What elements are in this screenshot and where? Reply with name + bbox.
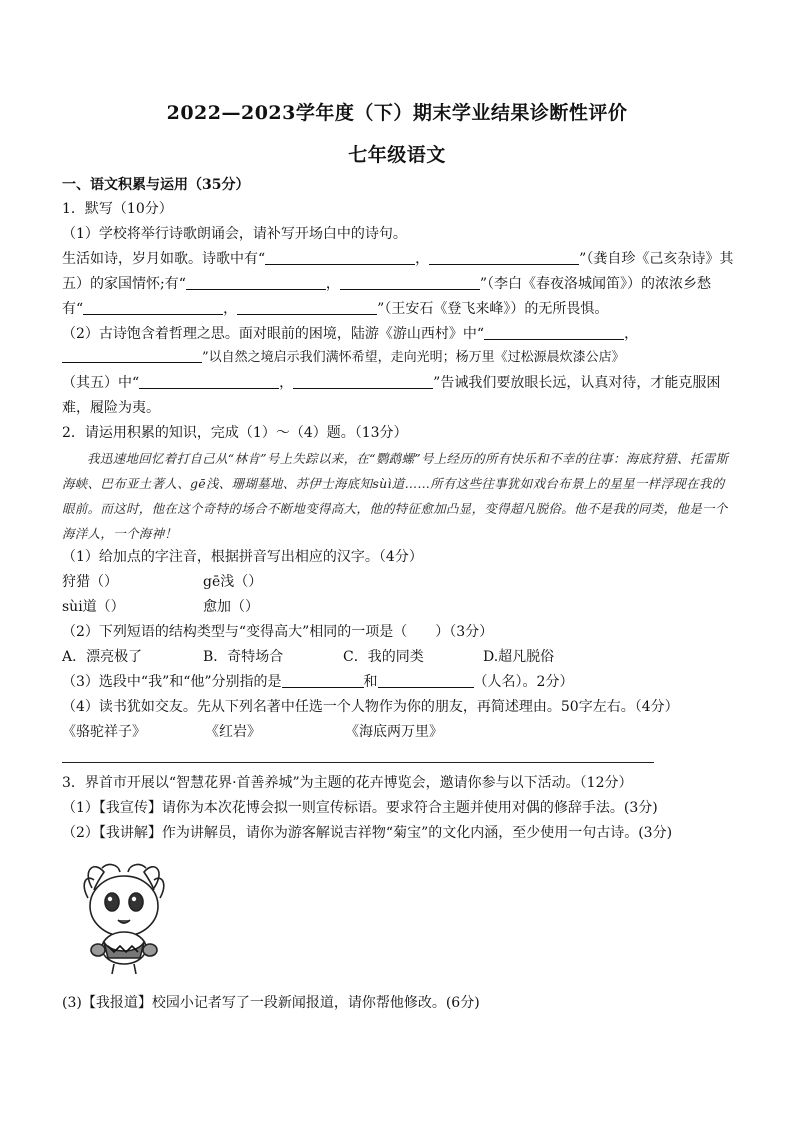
word-item: sùi道（） — [62, 599, 125, 615]
text: 和 — [363, 674, 378, 690]
section-heading: 一、语文积累与运用（35分） — [62, 177, 250, 193]
q2-heading: 2．请运用积累的知识，完成（1）～（4）题。（13分） — [62, 425, 408, 441]
answer-blank[interactable] — [83, 300, 223, 315]
text: （3）选段中“我”和“他”分别指的是 — [62, 674, 282, 690]
answer-blank[interactable] — [293, 374, 433, 389]
text: ， — [624, 326, 639, 342]
text: ， — [279, 375, 294, 391]
word-item: 愈加（） — [203, 599, 259, 615]
q1-line6 — [62, 372, 742, 394]
option-b[interactable]: B．奇特场合 — [203, 649, 284, 665]
answer-blank[interactable] — [378, 673, 474, 688]
q1-line3 — [62, 298, 742, 320]
answer-blank[interactable] — [282, 673, 364, 688]
q1-line1 — [62, 248, 742, 270]
answer-blank[interactable] — [186, 275, 326, 290]
answer-blank[interactable] — [340, 275, 480, 290]
text: 有“ — [62, 301, 84, 317]
exam-title: 2022—2023学年度（下）期末学业结果诊断性评价 — [166, 102, 628, 124]
text: ”（李白《春夜洛城闻笛》）的浓浓乡愁 — [479, 276, 712, 292]
word-item: gē浅（） — [203, 574, 263, 590]
text: 生活如诗，岁月如歌。诗歌中有“ — [62, 251, 266, 267]
book-option: 《红岩》 — [205, 724, 261, 740]
option-d[interactable]: D.超凡脱俗 — [483, 649, 555, 665]
text: ”告诫我们要放眼长远，认真对待，才能克服困 — [433, 375, 721, 391]
q1-line5 — [62, 347, 742, 369]
reading-passage: 我迅速地回忆着打自己从“林肯”号上失踪以来，在“鹦鹉螺”号上经历的所有快乐和不幸的往事：海底狩猎、托雷斯海峡、巴布亚土著人、gē浅、珊瑚墓地、苏伊士海底知sùì道……所有这些往事犹如戏台布景上的星星一样浮现在我的眼前。而这时，他在这个奇特的场合不断地变得高大，他的特征愈加凸显，变得超凡脱俗。他不是我的同类，他是一个海洋人，一个海神！ — [62, 451, 729, 541]
q1-part1: （1）学校将举行诗歌朗诵会，请补写开场白中的诗句。 — [62, 226, 407, 242]
q3-sub3: (3)【我报道】校园小记者写了一段新闻报道，请你帮他修改。(6分) — [62, 995, 480, 1011]
word-item: 狩猎（） — [62, 574, 118, 590]
answer-blank[interactable] — [429, 250, 579, 265]
text: ， — [415, 251, 430, 267]
q3-sub1: （1）【我宣传】请你为本次花博会拟一则宣传标语。要求符合主题并使用对偶的修辞手法。(3分) — [62, 800, 658, 816]
text: ”以自然之境启示我们满怀希望，走向光明；杨万里《过松源晨炊漆公店》 — [202, 350, 625, 365]
text: （人名）。2分） — [473, 674, 574, 690]
q1-heading: 1．默写（10分） — [62, 201, 173, 217]
q3-heading: 3．界首市开展以“智慧花界·首善养城”为主题的花卉博览会，邀请你参与以下活动。（12分） — [62, 775, 633, 791]
q2-sub2: （2）下列短语的结构类型与“变得高大”相同的一项是（ ）（3分） — [62, 624, 494, 640]
q3-sub2: （2）【我讲解】作为讲解员，请你为游客解说吉祥物“菊宝”的文化内涵，至少使用一句古诗。(3分) — [62, 825, 673, 841]
text: （其五）中“ — [62, 375, 140, 391]
answer-blank[interactable] — [139, 374, 279, 389]
book-option: 《骆驼祥子》 — [62, 724, 146, 740]
text: ”（王安石《登飞来峰》）的无所畏惧。 — [377, 301, 609, 317]
text: ， — [325, 276, 340, 292]
q1-line2 — [62, 273, 742, 295]
answer-line[interactable] — [62, 762, 654, 763]
option-c[interactable]: C．我的同类 — [343, 649, 424, 665]
book-option: 《海底两万里》 — [345, 724, 443, 740]
answer-blank[interactable] — [62, 348, 202, 363]
q1-line7: 难，履险为夷。 — [62, 400, 160, 416]
q2-sub3 — [62, 671, 742, 693]
q1-part2 — [62, 323, 742, 345]
answer-blank[interactable] — [265, 250, 415, 265]
text: 五）的家国情怀;有“ — [62, 276, 186, 292]
option-a[interactable]: A．漂亮极了 — [62, 649, 143, 665]
text: （2）古诗饱含着哲理之思。面对眼前的困境，陆游《游山西村》中“ — [62, 326, 485, 342]
answer-blank[interactable] — [484, 325, 624, 340]
exam-subtitle: 七年级语文 — [348, 144, 446, 166]
answer-blank[interactable] — [237, 300, 377, 315]
text: ”（龚自珍《己亥杂诗》其 — [579, 251, 734, 267]
q2-sub1: （1）给加点的字注音，根据拼音写出相应的汉字。（4分） — [62, 549, 423, 565]
text: ， — [223, 301, 238, 317]
q2-sub4: （4）读书犹如交友。先从下列名著中任选一个人物作为你的朋友，再简述理由。50字左右。（4分） — [62, 699, 679, 715]
mascot-jubao-image — [74, 858, 174, 978]
